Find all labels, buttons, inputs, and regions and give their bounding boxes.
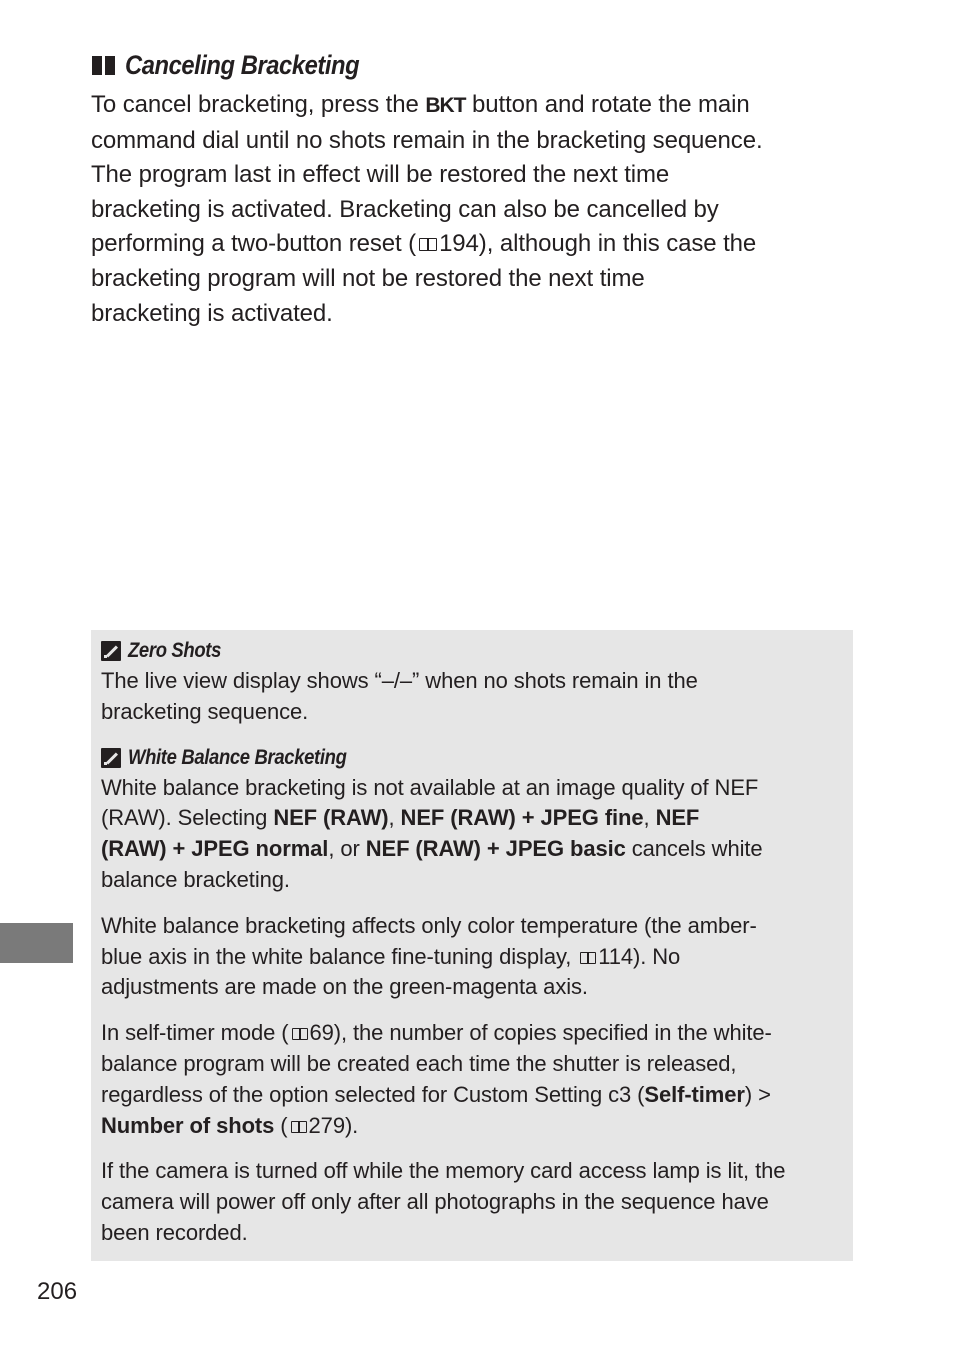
page-reference: 114). No	[598, 943, 681, 969]
note-line: White balance bracketing affects only color temperature (the amber-	[101, 912, 757, 938]
note-line: adjustments are made on the green-magenta axis.	[101, 974, 588, 1000]
body-line: bracketing is activated. Bracketing can also be cancelled by	[91, 195, 719, 223]
note-text: ,	[388, 805, 401, 831]
note-line: The live view display shows “–/–” when no shots remain in the	[101, 668, 698, 693]
book-reference-icon	[291, 1121, 307, 1134]
section-title: Canceling Bracketing	[125, 50, 360, 80]
option-name: Number of shots	[101, 1112, 275, 1138]
note-text: blue axis in the white balance fine-tuning display,	[101, 943, 578, 969]
book-reference-icon	[580, 952, 596, 965]
note-line	[101, 803, 845, 834]
pencil-note-icon	[101, 748, 121, 768]
note-body	[101, 666, 845, 728]
note-heading-white-balance-bracketing	[101, 743, 845, 773]
note-line	[101, 1080, 845, 1111]
bkt-button-label: BKT	[425, 94, 466, 117]
note-line: been recorded.	[101, 1219, 248, 1245]
note-title: White Balance Bracketing	[128, 745, 347, 769]
option-name: NEF (RAW)	[273, 805, 389, 831]
option-name: (RAW) + JPEG normal	[101, 836, 329, 862]
body-text: To cancel bracketing, press the	[91, 91, 426, 118]
body-line: The program last in effect will be restored the next time	[91, 161, 670, 189]
body-line: bracketing program will not be restored the next time	[91, 264, 645, 292]
body-line: command dial until no shots remain in the bracketing sequence.	[91, 126, 763, 154]
note-line: camera will power off only after all photographs in the sequence have	[101, 1189, 769, 1215]
note-text: In self-timer mode (	[101, 1020, 289, 1046]
body-line: bracketing is activated.	[91, 299, 333, 327]
book-reference-icon	[419, 238, 437, 252]
page-reference: 194), although in this case the	[439, 230, 757, 258]
notes-panel	[91, 630, 853, 1261]
note-line: bracketing sequence.	[101, 698, 309, 724]
note-paragraph	[101, 773, 845, 896]
option-name: NEF (RAW) + JPEG basic	[365, 836, 626, 862]
note-line	[101, 1018, 845, 1049]
body-line	[91, 227, 871, 262]
note-line	[101, 942, 845, 973]
note-text: (RAW). Selecting	[101, 805, 274, 831]
pencil-note-icon	[101, 641, 121, 661]
note-line: If the camera is turned off while the memory card access lamp is lit, the	[101, 1158, 786, 1184]
note-text: ) >	[744, 1081, 771, 1107]
note-title: Zero Shots	[128, 639, 222, 662]
note-paragraph	[101, 911, 845, 1003]
body-line	[91, 88, 871, 124]
note-paragraph	[101, 1018, 845, 1141]
note-line: White balance bracketing is not available at an image quality of NEF	[101, 774, 759, 800]
section-body	[91, 88, 871, 331]
note-line	[101, 1111, 845, 1142]
double-square-icon	[92, 56, 115, 75]
note-line: balance bracketing.	[101, 866, 290, 892]
note-text: cancels white	[625, 836, 763, 862]
note-paragraph	[101, 1156, 845, 1248]
page-number: 206	[37, 1278, 78, 1305]
option-name: NEF (RAW) + JPEG fine	[400, 805, 644, 831]
body-text: button and rotate the main	[465, 91, 750, 118]
page-reference: 279).	[308, 1112, 359, 1138]
note-text: regardless of the option selected for Custom Setting c3 (	[101, 1081, 645, 1107]
note-line	[101, 834, 845, 865]
book-reference-icon	[292, 1028, 308, 1041]
chapter-tab	[0, 923, 73, 963]
body-text: performing a two-button reset (	[91, 230, 417, 258]
note-text: ,	[643, 805, 656, 831]
section-heading	[92, 50, 391, 81]
note-heading-zero-shots	[101, 636, 845, 666]
page-reference: 69), the number of copies specified in the white-	[309, 1020, 772, 1046]
option-name: Self-timer	[644, 1081, 745, 1107]
option-name: NEF	[655, 805, 700, 831]
note-line: balance program will be created each time the shutter is released,	[101, 1050, 737, 1076]
note-text: , or	[328, 836, 366, 862]
note-text: (	[274, 1112, 288, 1138]
